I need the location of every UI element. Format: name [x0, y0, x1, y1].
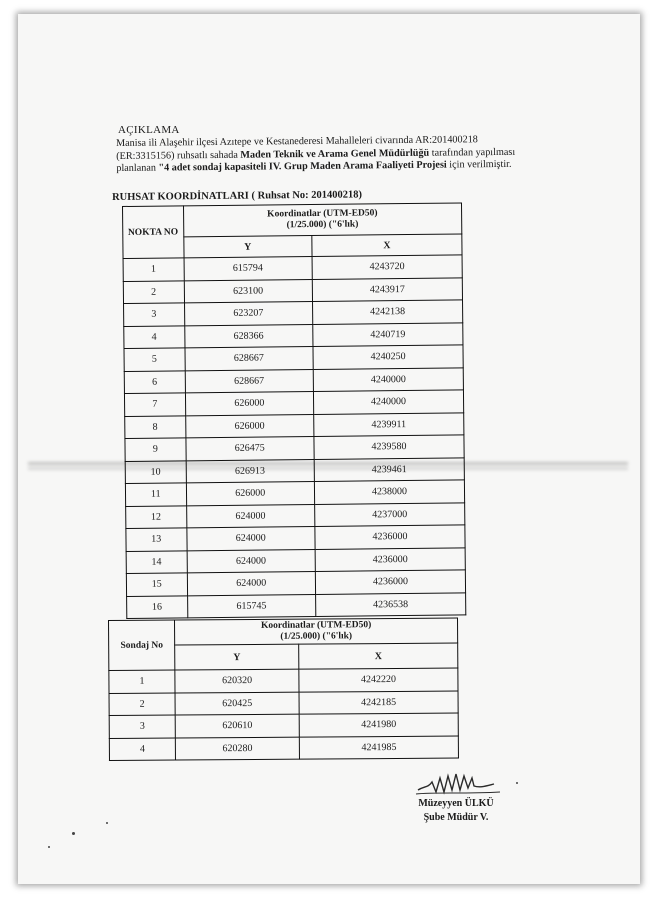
x-coordinate-cell: 4240719 — [313, 322, 463, 346]
row-number-cell: 6 — [124, 370, 185, 393]
description-paragraph — [116, 133, 586, 176]
row-number-cell: 5 — [124, 348, 185, 371]
coordinates-header — [175, 618, 458, 645]
paragraph-text: tarafından yapılması — [429, 146, 516, 159]
row-number-cell: 7 — [124, 393, 185, 416]
paragraph-text: için verilmiştir. — [446, 159, 512, 171]
coordinates-header-line: Koordinatlar (UTM-ED50) — [267, 208, 378, 220]
x-coordinate-cell: 4239911 — [314, 412, 464, 436]
y-coordinate-cell: 626000 — [186, 482, 315, 506]
y-coordinate-cell: 626913 — [186, 459, 315, 483]
x-coordinate-cell: 4243917 — [312, 277, 462, 301]
row-number-cell: 3 — [109, 715, 175, 738]
y-coordinate-cell: 623100 — [184, 279, 313, 303]
row-number-cell: 13 — [126, 528, 187, 551]
nokta-no-header: NOKTA NO — [123, 206, 184, 259]
ruhsat-coordinates-title: RUHSAT KOORDİNATLARI ( Ruhsat No: 201400218) — [112, 189, 363, 203]
coordinates-header-line: Koordinatlar (UTM-ED50) — [260, 620, 372, 631]
row-number-cell: 9 — [125, 438, 186, 461]
paragraph-bold-text: Maden Teknik ve Arama Genel Müdürlüğü — [240, 147, 430, 161]
y-coordinate-cell: 623207 — [184, 302, 313, 326]
x-column-header: X — [299, 643, 458, 669]
signatory-name: Müzeyyen ÜLKÜ — [418, 798, 494, 809]
x-coordinate-cell: 4236000 — [315, 547, 465, 571]
paragraph-text: planlanan — [116, 162, 159, 175]
y-coordinate-cell: 628667 — [185, 369, 314, 393]
coordinates-subheader-line: (1/25.000) ("6'lık) — [286, 219, 359, 231]
paragraph-text: (ER:3315156) ruhsatlı sahada — [116, 149, 241, 162]
row-number-cell: 2 — [109, 693, 175, 716]
scan-speck — [72, 832, 75, 835]
row-number-cell: 4 — [124, 325, 185, 348]
table-row — [127, 592, 466, 618]
x-coordinate-cell: 4237000 — [315, 502, 465, 526]
row-number-cell: 2 — [123, 280, 184, 303]
scan-speck — [516, 782, 518, 784]
sondaj-coordinates-body — [109, 668, 459, 760]
row-number-cell: 4 — [109, 738, 175, 761]
x-coordinate-cell: 4239580 — [314, 435, 464, 459]
x-coordinate-cell: 4241980 — [299, 713, 458, 737]
row-number-cell: 3 — [124, 303, 185, 326]
row-number-cell: 15 — [126, 573, 187, 596]
x-coordinate-cell: 4242220 — [299, 668, 458, 692]
y-coordinate-cell: 624000 — [186, 504, 315, 528]
document-page — [18, 14, 640, 884]
row-number-cell: 1 — [109, 670, 175, 693]
row-number-cell: 10 — [125, 460, 186, 483]
table-row — [109, 691, 458, 716]
y-column-header: Y — [183, 236, 312, 258]
x-coordinate-cell: 4236000 — [315, 525, 465, 549]
table-row — [109, 668, 458, 693]
x-coordinate-cell: 4236538 — [316, 592, 466, 616]
table-row — [109, 736, 458, 761]
x-coordinate-cell: 4240000 — [313, 367, 463, 391]
row-number-cell: 8 — [125, 415, 186, 438]
signatory-title: Şube Müdür V. — [423, 812, 489, 823]
x-coordinate-cell: 4236000 — [315, 570, 465, 594]
x-coordinate-cell: 4239461 — [314, 457, 464, 481]
x-coordinate-cell: 4241985 — [299, 736, 458, 760]
y-coordinate-cell: 626475 — [185, 437, 314, 461]
y-coordinate-cell: 620610 — [175, 714, 299, 737]
sondaj-no-header: Sondaj No — [109, 620, 176, 670]
row-number-cell: 11 — [125, 483, 186, 506]
page-heading: AÇIKLAMA — [118, 124, 180, 136]
x-coordinate-cell: 4242185 — [299, 691, 458, 715]
paragraph-line: Manisa ili Alaşehir ilçesi Azıtepe ve Kestanederesi Mahalleleri civarında AR:201400218 — [116, 134, 478, 149]
row-number-cell: 1 — [123, 258, 184, 281]
y-coordinate-cell: 628667 — [185, 347, 314, 371]
y-coordinate-cell: 624000 — [186, 526, 315, 550]
x-coordinate-cell: 4240000 — [313, 390, 463, 414]
y-coordinate-cell: 626000 — [185, 392, 314, 416]
paragraph-bold-text: "4 adet sondaj kapasiteli IV. Grup Maden Arama Faaliyeti Projesi — [158, 159, 447, 174]
sondaj-coordinates-table — [108, 618, 459, 761]
x-coordinate-cell: 4238000 — [314, 480, 464, 504]
y-coordinate-cell: 624000 — [187, 549, 316, 573]
x-column-header: X — [312, 234, 462, 257]
y-coordinate-cell: 628366 — [184, 324, 313, 348]
x-coordinate-cell: 4242138 — [312, 300, 462, 324]
table-row — [109, 713, 458, 738]
y-coordinate-cell: 624000 — [187, 571, 316, 595]
scan-speck — [48, 846, 50, 848]
scan-speck — [106, 822, 108, 824]
ruhsat-coordinates-table — [122, 202, 466, 619]
x-coordinate-cell: 4243720 — [312, 255, 462, 279]
signature-block — [406, 768, 526, 838]
row-number-cell: 14 — [126, 550, 187, 573]
coordinates-subheader-line: (1/25.000) ("6'lık) — [280, 631, 353, 642]
row-number-cell: 16 — [127, 595, 188, 618]
y-coordinate-cell: 620280 — [175, 737, 299, 760]
y-coordinate-cell: 626000 — [185, 414, 314, 438]
y-coordinate-cell: 620425 — [175, 692, 299, 715]
y-coordinate-cell: 615794 — [184, 257, 313, 281]
y-coordinate-cell: 615745 — [187, 594, 316, 618]
coordinates-header — [183, 203, 462, 237]
signature-scribble — [414, 768, 504, 802]
x-coordinate-cell: 4240250 — [313, 345, 463, 369]
row-number-cell: 12 — [126, 505, 187, 528]
y-coordinate-cell: 620320 — [175, 669, 299, 692]
ruhsat-coordinates-body — [123, 255, 466, 619]
y-column-header: Y — [175, 644, 299, 670]
